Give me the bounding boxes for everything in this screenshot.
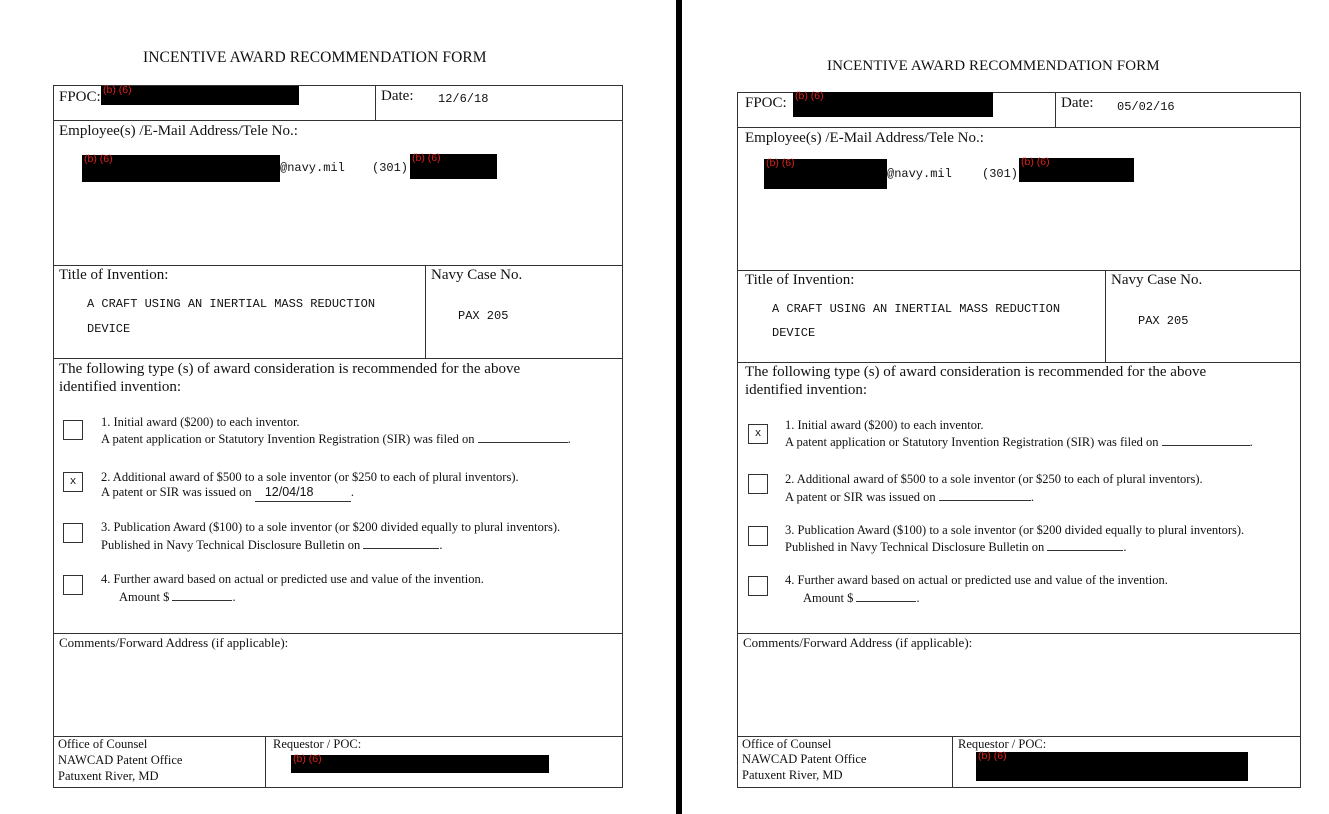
award-4-line2-text: Amount $: [803, 591, 854, 605]
award-3-date-field[interactable]: [363, 536, 439, 549]
redaction-code: (b) (6): [293, 753, 322, 765]
award-4-suffix: .: [916, 591, 920, 605]
redaction-code: (b) (6): [766, 157, 795, 169]
comments-area[interactable]: [55, 652, 620, 734]
requestor-redaction: [976, 752, 1248, 781]
fpoc-label: FPOC:: [59, 89, 101, 105]
form-page-right: [682, 0, 1329, 814]
comments-area[interactable]: [739, 652, 1299, 734]
award-4-suffix: .: [232, 590, 236, 604]
employee-name-redaction: [82, 155, 280, 182]
row-divider: [53, 120, 622, 121]
award-4-line1: 4. Further award based on actual or predicted use and value of the invention.: [785, 573, 1168, 587]
date-label: Date:: [381, 88, 414, 104]
date-label: Date:: [1061, 95, 1094, 111]
col-divider: [425, 265, 426, 358]
award-4-line2: [119, 588, 236, 606]
redaction-code: (b) (6): [1021, 156, 1050, 168]
awards-intro-line2: identified invention:: [745, 382, 868, 398]
award-3-line1: 3. Publication Award ($100) to a sole inventor (or $200 divided equally to plural inventors).: [785, 523, 1245, 537]
date-value: 12/6/18: [438, 92, 489, 106]
award-2-date-field[interactable]: 12/04/18: [255, 485, 351, 502]
row-divider: [53, 358, 622, 359]
award-4-checkbox[interactable]: [748, 576, 768, 596]
award-4-amount-field[interactable]: [856, 589, 916, 602]
invention-title-line2: DEVICE: [87, 322, 131, 336]
office-line1: Office of Counsel: [742, 737, 832, 751]
redaction-code: (b) (6): [412, 152, 441, 164]
award-4-line2: [803, 589, 920, 607]
form-title: INCENTIVE AWARD RECOMMENDATION FORM: [143, 49, 487, 66]
award-4-line2-text: Amount $: [119, 590, 170, 604]
award-3-suffix: .: [439, 538, 443, 552]
office-line2: NAWCAD Patent Office: [742, 752, 867, 766]
phone-redaction: [1019, 158, 1134, 182]
phone-redaction: [410, 154, 497, 179]
awards-intro-line2: identified invention:: [59, 379, 182, 395]
col-divider: [375, 85, 376, 120]
award-3-date-field[interactable]: [1047, 538, 1123, 551]
redaction-code: (b) (6): [978, 750, 1007, 762]
award-2-suffix: .: [1030, 490, 1034, 504]
award-1-line1: 1. Initial award ($200) to each inventor.: [101, 415, 300, 429]
awards-intro-line1: The following type (s) of award consideration is recommended for the above: [745, 364, 1207, 380]
award-4-checkbox[interactable]: [63, 575, 83, 595]
date-value: 05/02/16: [1117, 100, 1175, 114]
col-divider: [265, 736, 266, 787]
requestor-redaction: [291, 755, 549, 773]
requestor-label: Requestor / POC:: [273, 737, 362, 751]
award-3-line1: 3. Publication Award ($100) to a sole inventor (or $200 divided equally to plural inventors).: [101, 520, 561, 534]
navy-case-value: PAX 205: [458, 309, 509, 323]
redaction-code: (b) (6): [795, 90, 824, 102]
award-1-suffix: .: [567, 432, 571, 446]
phone-area-code: (301): [982, 167, 1019, 181]
redaction-code: (b) (6): [103, 84, 132, 96]
col-divider: [1055, 92, 1056, 127]
title-of-invention-label: Title of Invention:: [59, 267, 169, 283]
award-2-checkbox[interactable]: x: [63, 472, 83, 492]
award-3-line2-text: Published in Navy Technical Disclosure Bulletin on: [785, 540, 1045, 554]
office-line3: Patuxent River, MD: [58, 769, 159, 783]
award-1-line2: [785, 433, 1253, 451]
award-4-amount-field[interactable]: [172, 588, 232, 601]
employee-name-redaction: [764, 159, 887, 189]
award-1-line2: [101, 430, 571, 448]
navy-case-value: PAX 205: [1138, 314, 1189, 328]
title-of-invention-label: Title of Invention:: [745, 272, 855, 288]
col-divider: [1105, 270, 1106, 362]
row-divider: [53, 265, 622, 266]
award-3-suffix: .: [1123, 540, 1127, 554]
award-3-checkbox[interactable]: [63, 523, 83, 543]
invention-title-line1: A CRAFT USING AN INERTIAL MASS REDUCTION: [87, 297, 376, 311]
navy-case-label: Navy Case No.: [431, 267, 523, 283]
award-1-checkbox[interactable]: x: [748, 424, 768, 444]
award-2-line2-text: A patent or SIR was issued on: [785, 490, 936, 504]
row-divider: [737, 270, 1300, 271]
office-line2: NAWCAD Patent Office: [58, 753, 183, 767]
navy-case-label: Navy Case No.: [1111, 272, 1203, 288]
employee-label: Employee(s) /E-Mail Address/Tele No.:: [59, 123, 298, 139]
fpoc-label: FPOC:: [745, 95, 787, 111]
award-2-line2: [101, 485, 354, 502]
email-suffix: @navy.mil: [280, 161, 345, 175]
award-2-date-field[interactable]: [939, 488, 1031, 501]
row-divider: [737, 127, 1300, 128]
awards-intro-line1: The following type (s) of award consideration is recommended for the above: [59, 361, 521, 377]
award-3-line2-text: Published in Navy Technical Disclosure Bulletin on: [101, 538, 361, 552]
award-2-line2-text: A patent or SIR was issued on: [101, 485, 252, 499]
award-1-suffix: .: [1249, 435, 1253, 449]
award-1-line1: 1. Initial award ($200) to each inventor.: [785, 418, 984, 432]
award-3-checkbox[interactable]: [748, 526, 768, 546]
invention-title-line2: DEVICE: [772, 326, 816, 340]
award-1-line2-text: A patent application or Statutory Invention Registration (SIR) was filed on: [785, 435, 1159, 449]
award-2-line1: 2. Additional award of $500 to a sole inventor (or $250 to each of plural inventors).: [101, 470, 519, 484]
award-1-date-field[interactable]: [1162, 433, 1250, 446]
employee-label: Employee(s) /E-Mail Address/Tele No.:: [745, 130, 984, 146]
award-1-date-field[interactable]: [478, 430, 568, 443]
form-title: INCENTIVE AWARD RECOMMENDATION FORM: [827, 58, 1160, 74]
award-1-line2-text: A patent application or Statutory Invention Registration (SIR) was filed on: [101, 432, 475, 446]
row-divider: [737, 633, 1300, 634]
fpoc-redaction: [101, 86, 299, 105]
comments-label: Comments/Forward Address (if applicable):: [743, 635, 973, 650]
award-1-checkbox[interactable]: [63, 420, 83, 440]
comments-label: Comments/Forward Address (if applicable):: [59, 635, 289, 650]
email-suffix: @navy.mil: [887, 167, 952, 181]
office-line1: Office of Counsel: [58, 737, 148, 751]
award-2-line2: [785, 488, 1034, 506]
row-divider: [53, 633, 622, 634]
col-divider: [952, 736, 953, 787]
award-3-line2: [101, 536, 443, 554]
invention-title-line1: A CRAFT USING AN INERTIAL MASS REDUCTION: [772, 302, 1061, 316]
phone-area-code: (301): [372, 161, 409, 175]
award-2-suffix: .: [350, 485, 354, 499]
award-4-line1: 4. Further award based on actual or predicted use and value of the invention.: [101, 572, 484, 586]
fpoc-redaction: [793, 92, 993, 117]
award-2-line1: 2. Additional award of $500 to a sole inventor (or $250 to each of plural inventors).: [785, 472, 1203, 486]
row-divider: [737, 362, 1300, 363]
award-2-checkbox[interactable]: [748, 474, 768, 494]
office-line3: Patuxent River, MD: [742, 768, 843, 782]
redaction-code: (b) (6): [84, 153, 113, 165]
requestor-label: Requestor / POC:: [958, 737, 1047, 751]
award-3-line2: [785, 538, 1127, 556]
